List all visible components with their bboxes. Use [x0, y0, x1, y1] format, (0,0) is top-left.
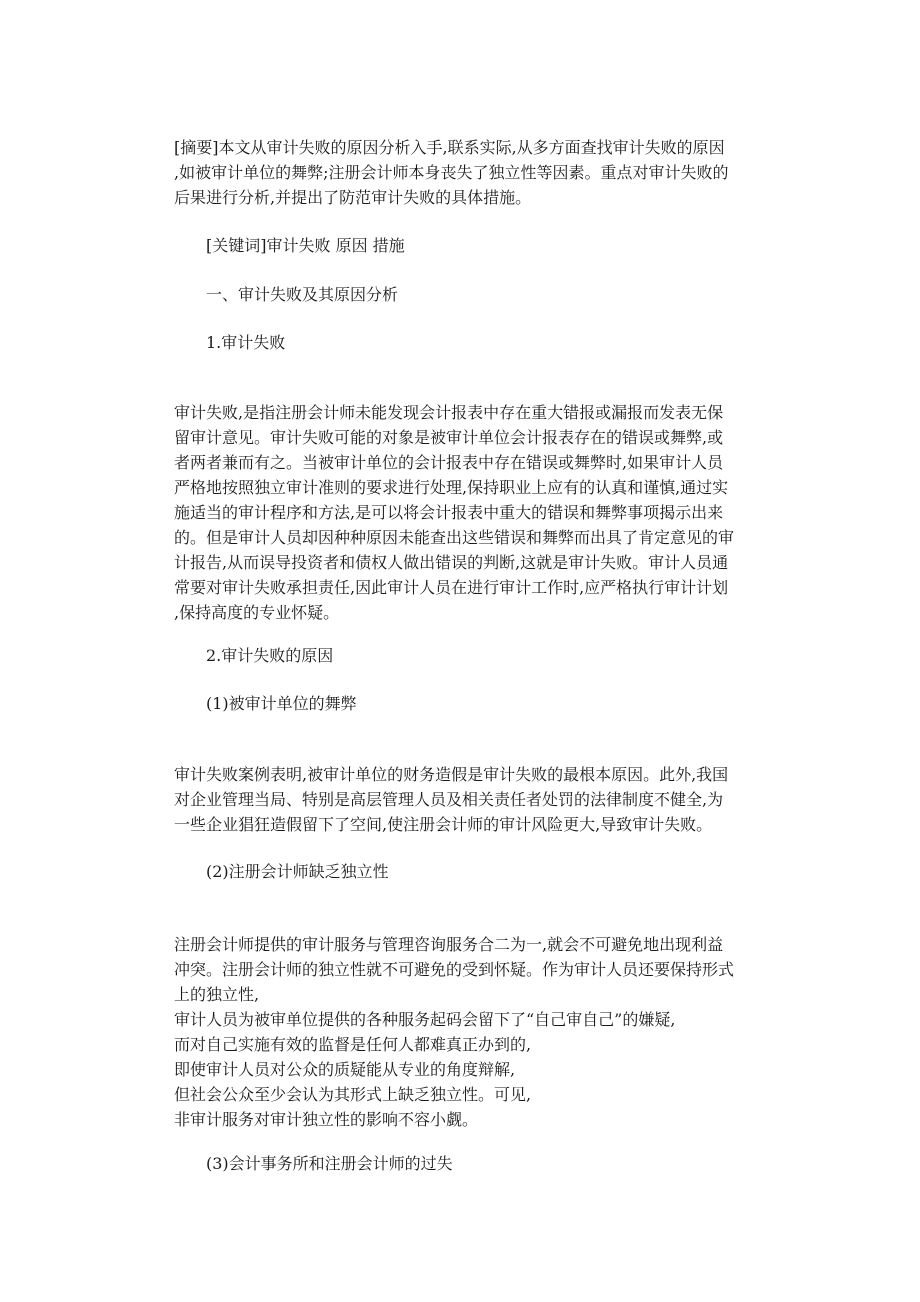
paragraph-line: 一些企业猖狂造假留下了空间,使注册会计师的审计风险更大,导致审计失败。: [174, 815, 713, 834]
paragraph-line: 非审计服务对审计独立性的影响不容小觑。: [174, 1110, 479, 1129]
abstract-line: ,如被审计单位的舞弊;注册会计师本身丧失了独立性等因素。重点对审计失败的: [174, 163, 729, 182]
item-heading: [206, 1151, 786, 1176]
paragraph-line: ,保持高度的专业怀疑。: [174, 603, 340, 622]
paragraph-line: 的。但是审计人员却因种种原因未能查出这些错误和舞弊而出具了肯定意见的审: [174, 528, 735, 547]
paragraph-line: 审计人员为被审单位提供的各种服务起码会留下了“自己审自己”的嫌疑,: [174, 1010, 676, 1029]
paragraph-line: 审计失败,是指注册会计师未能发现会计报表中存在重大错报或漏报而发表无保: [174, 403, 724, 422]
abstract-line: [摘要]本文从审计失败的原因分析入手,联系实际,从多方面查找审计失败的原因: [174, 138, 725, 157]
paragraph-line: 注册会计师提供的审计服务与管理咨询服务合二为一,就会不可避免地出现利益: [174, 935, 724, 954]
subsection-1-heading: 1.审计失败: [206, 333, 286, 352]
keywords-text: [关键词]审计失败 原因 措施: [206, 236, 405, 255]
subsection-2-heading: 2.审计失败的原因: [206, 646, 334, 665]
subsection-heading: [206, 643, 786, 668]
keywords-line: [206, 233, 786, 258]
section-1-heading: 一、审计失败及其原因分析: [206, 285, 399, 304]
paragraph-line: 上的独立性,: [174, 985, 260, 1004]
subsection-heading: [206, 330, 786, 355]
paragraph-line: 对企业管理当局、特别是高层管理人员及相关责任者处罚的法律制度不健全,为: [174, 790, 724, 809]
abstract-line: 后果进行分析,并提出了防范审计失败的具体措施。: [174, 188, 532, 207]
item-heading: [206, 859, 786, 884]
paragraph-line: 常要对审计失败承担责任,因此审计人员在进行审计工作时,应严格执行审计计划: [174, 578, 729, 597]
paragraph-line: 严格地按照独立审计准则的要求进行处理,保持职业上应有的认真和谨慎,通过实: [174, 478, 729, 497]
paragraph-line: 者两者兼而有之。当被审计单位的会计报表中存在错误或舞弊时,如果审计人员: [174, 453, 724, 472]
paragraph-fraud: [174, 762, 754, 837]
paragraph-line: 但社会公众至少会认为其形式上缺乏独立性。可见,: [174, 1085, 532, 1104]
item-2-heading: (2)注册会计师缺乏独立性: [206, 862, 389, 881]
section-heading: [206, 282, 786, 307]
paragraph-line: 冲突。注册会计师的独立性就不可避免的受到怀疑。作为审计人员还要保持形式: [174, 960, 735, 979]
paragraph-line: 而对自己实施有效的监督是任何人都难真正办到的,: [174, 1035, 532, 1054]
paragraph-line: 即使审计人员对公众的质疑能从专业的角度辩解,: [174, 1060, 516, 1079]
paragraph-independence: [174, 932, 754, 1132]
paragraph-line: 审计失败案例表明,被审计单位的财务造假是审计失败的最根本原因。此外,我国: [174, 765, 729, 784]
item-heading: [206, 691, 786, 716]
paragraph-line: 施适当的审计程序和方法,是可以将会计报表中重大的错误和舞弊事项揭示出来: [174, 503, 724, 522]
paragraph-line: 留审计意见。审计失败可能的对象是被审计单位会计报表存在的错误或舞弊,或: [174, 428, 724, 447]
paragraph-line: 计报告,从而误导投资者和债权人做出错误的判断,这就是审计失败。审计人员通: [174, 553, 729, 572]
item-1-heading: (1)被审计单位的舞弊: [206, 694, 357, 713]
abstract-paragraph: [174, 135, 754, 210]
item-3-heading: (3)会计事务所和注册会计师的过失: [206, 1154, 453, 1173]
paragraph-audit-failure-definition: [174, 400, 754, 625]
